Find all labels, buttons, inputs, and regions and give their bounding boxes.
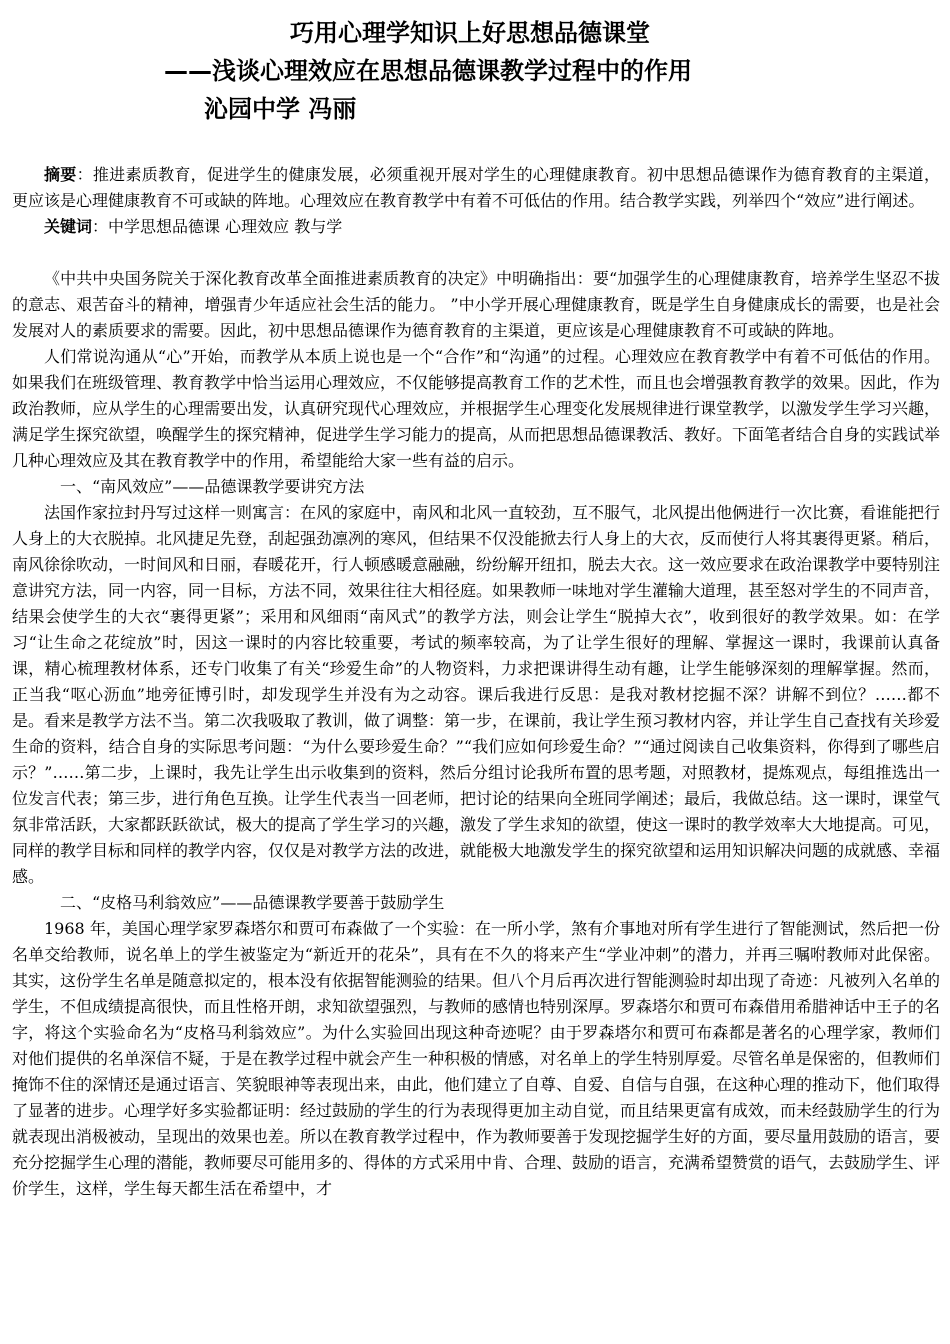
keywords-text: ：中学思想品德课 心理效应 教与学 <box>92 217 343 236</box>
intro-paragraph-2: 人们常说沟通从“心”开始，而教学从本质上说也是一个“合作”和“沟通”的过程。心理效应在教育教学中有着不可低估的作用。如果我们在班级管理、教育教学中恰当运用心理效应，不仅能够提高教育工作的艺术性，而且也会增强教育教学的效果。因此，作为政治教师，应从学生的心理需要出发，认真研究现代心理效应，并根据学生心理变化发展规律进行课堂教学，以激发学生学习兴趣，满足学生探究欲望，唤醒学生的探究精神，促进学生学习能力的提高，从而把思想品德课教活、教好。下面笔者结合自身的实践试举几种心理效应及其在教育教学中的作用，希望能给大家一些有益的启示。 <box>12 347 941 470</box>
section-1-paragraph: 法国作家拉封丹写过这样一则寓言：在风的家庭中，南风和北风一直较劲，互不服气，北风提出他俩进行一次比赛，看谁能把行人身上的大衣脱掉。北风捷足先登，刮起强劲凛冽的寒风，但结果不仅没能掀去行人身上的大衣，反而使行人将其裹得更紧。稍后，南风徐徐吹动，一时间风和日丽，春暖花开，行人顿感暖意融融，纷纷解开纽扣，脱去大衣。这一效应要求在政治课教学中要特别注意讲究方法，同一内容，同一目标，方法不同，效果往往大相径庭。如果教师一味地对学生灌输大道理，甚至怒对学生的不同声音，结果会使学生的大衣“裹得更紧”；采用和风细雨“南风式”的教学方法，则会让学生“脱掉大衣”，收到很好的教学效果。如：在学习“让生命之花绽放”时，因这一课时的内容比较重要，考试的频率较高，为了让学生很好的理解、掌握这一课时，我课前认真备课，精心梳理教材体系，还专门收集了有关“珍爱生命”的人物资料，力求把课讲得生动有趣，让学生能够深刻的理解掌握。然而，正当我“呕心沥血”地旁征博引时，却发现学生并没有为之动容。课后我进行反思：是我对教材挖掘不深？讲解不到位？……都不是。看来是教学方法不当。第二次我吸取了教训，做了调整：第一步，在课前，我让学生预习教材内容，并让学生自己查找有关珍爱生命的资料，结合自身的实际思考问题：“为什么要珍爱生命？”“我们应如何珍爱生命？”“通过阅读自己收集资料，你得到了哪些启示？”……第二步，上课时，我先让学生出示收集到的资料，然后分组讨论我所布置的思考题，对照教材，提炼观点，每组推选出一位发言代表；第三步，进行角色互换。让学生代表当一回老师，把讨论的结果向全班同学阐述；最后，我做总结。这一课时，课堂气氛非常活跃，大家都跃跃欲试，极大的提高了学生学习的兴趣，激发了学生求知的欲望，使这一课时的教学效率大大地提高。可见，同样的教学目标和同样的教学内容，仅仅是对教学方法的改进，就能极大地激发学生的探究欲望和运用知识解决问题的成就感、幸福感。 <box>12 503 941 886</box>
section-2-heading: 二、“皮格马利翁效应”——品德课教学要善于鼓励学生 <box>60 893 445 912</box>
abstract-paragraph <box>12 162 940 214</box>
document-subtitle: ——浅谈心理效应在思想品德课教学过程中的作用 <box>164 57 692 85</box>
document-author: 沁园中学 冯丽 <box>204 95 357 123</box>
intro-paragraph-1: 《中共中央国务院关于深化教育改革全面推进素质教育的决定》中明确指出：要“加强学生的心理健康教育，培养学生坚忍不拔的意志、艰苦奋斗的精神，增强青少年适应社会生活的能力。 ”中小学开展心理健康教育，既是学生自身健康成长的需要，也是社会发展对人的素质要求的需要。因此，初中思想品德课作为德育教育的主渠道，更应该是心理健康教育不可或缺的阵地。 <box>12 269 940 340</box>
section-spacer <box>12 240 940 266</box>
section-2-paragraph: 1968 年，美国心理学家罗森塔尔和贾可布森做了一个实验：在一所小学，煞有介事地对所有学生进行了智能测试，然后把一份名单交给教师，说名单上的学生被鉴定为“新近开的花朵”，具有在不久的将来产生“学业冲刺”的潜力，并再三嘱咐教师对此保密。其实，这份学生名单是随意拟定的，根本没有依据智能测验的结果。但八个月后再次进行智能测验时却出现了奇迹：凡被列入名单的学生，不但成绩提高很快，而且性格开朗，求知欲望强烈，与教师的感情也特别深厚。罗森塔尔和贾可布森借用希腊神话中王子的名字，将这个实验命名为“皮格马利翁效应”。为什么实验回出现这种奇迹呢？由于罗森塔尔和贾可布森都是著名的心理学家，教师们对他们提供的名单深信不疑，于是在教学过程中就会产生一种积极的情感，对名单上的学生特别厚爱。尽管名单是保密的，但教师们掩饰不住的深情还是通过语言、笑貌眼神等表现出来，由此，他们建立了自尊、自爱、自信与自强，在这种心理的推动下，他们取得了显著的进步。心理学好多实验都证明：经过鼓励的学生的行为表现得更加主动自觉，而且结果更富有成效，而未经鼓励学生的行为就表现出消极被动，呈现出的效果也差。所以在教育教学过程中，作为教师要善于发现挖掘学生好的方面，要尽量用鼓励的语言，要充分挖掘学生心理的潜能，教师要尽可能用多的、得体的方式采用中肯、合理、鼓励的语言，充满希望赞赏的语气，去鼓励学生、评价学生，这样，学生每天都生活在希望中，才 <box>12 919 941 1198</box>
document-title: 巧用心理学知识上好思想品德课堂 <box>290 19 650 47</box>
abstract-text: ：推进素质教育，促进学生的健康发展，必须重视开展对学生的心理健康教育。初中思想品德课作为德育教育的主渠道，更应该是心理健康教育不可或缺的阵地。心理效应在教育教学中有着不可低估的作用。结合教学实践，列举四个“效应”进行阐述。 <box>12 165 940 210</box>
abstract-label: 摘要 <box>44 165 77 184</box>
keywords-label: 关键词 <box>44 217 93 236</box>
keywords-paragraph <box>12 214 940 240</box>
abstract-section <box>12 162 940 240</box>
section-1-heading: 一、“南风效应”——品德课教学要讲究方法 <box>60 477 365 496</box>
body-section <box>12 266 940 1202</box>
